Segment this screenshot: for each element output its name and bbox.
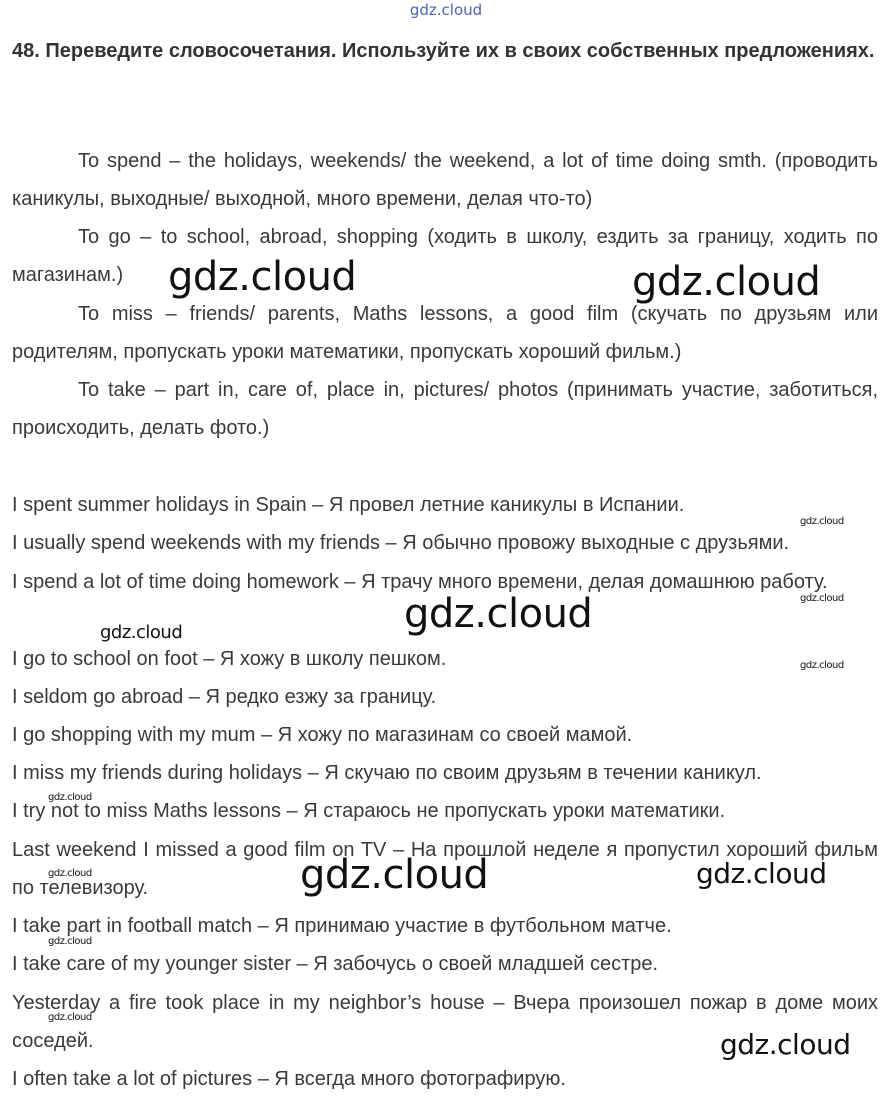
sentence-11: I take care of my younger sister – Я забочусь о своей младшей сестре.: [12, 953, 659, 975]
watermark: gdz.cloud: [48, 792, 92, 803]
phrase-take: To take – part in, care of, place in, pictures/ photos (принимать участие, заботиться, происходить, делать фото.): [12, 379, 878, 439]
watermark: gdz.cloud: [720, 1028, 851, 1061]
sentence-6: I go shopping with my mum – Я хожу по магазинам со своей мамой.: [12, 724, 633, 746]
watermark: gdz.cloud: [632, 259, 821, 305]
watermark: gdz.cloud: [48, 868, 92, 879]
watermark: gdz.cloud: [800, 593, 844, 604]
sentence-7: I miss my friends during holidays – Я скучаю по своим друзьям в течении каникул.: [12, 762, 762, 784]
task-title: 48. Переведите словосочетания. Используйте их в своих собственных предложениях.: [12, 40, 875, 62]
sentence-2: I usually spend weekends with my friends – Я обычно провожу выходные с друзьями.: [12, 532, 790, 554]
watermark: gdz.cloud: [168, 254, 357, 300]
watermark: gdz.cloud: [800, 660, 844, 671]
watermark: gdz.cloud: [300, 852, 489, 898]
watermark: gdz.cloud: [48, 1012, 92, 1023]
sentence-12: Yesterday a fire took place in my neighbor’s house – Вчера произошел пожар в доме моих соседей.: [12, 992, 878, 1052]
phrase-spend: To spend – the holidays, weekends/ the weekend, a lot of time doing smth. (проводить каникулы, выходные/ выходной, много времени, делая что-то): [12, 150, 878, 210]
sentence-4: I go to school on foot – Я хожу в школу пешком.: [12, 648, 447, 670]
sentence-13: I often take a lot of pictures – Я всегда много фотографирую.: [12, 1068, 566, 1090]
header-watermark: gdz.cloud: [409, 1, 483, 19]
sentence-9: Last weekend I missed a good film on TV – На прошлой неделе я пропустил хороший фильм по телевизору.: [12, 839, 878, 899]
watermark: gdz.cloud: [404, 591, 593, 637]
phrase-miss: To miss – friends/ parents, Maths lessons, a good film (скучать по друзьям или родителям, пропускать уроки математики, пропускать хороший фильм.): [12, 303, 878, 363]
watermark: gdz.cloud: [48, 936, 92, 947]
watermark: gdz.cloud: [696, 857, 827, 890]
sentence-8: I try not to miss Maths lessons – Я стараюсь не пропускать уроки математики.: [12, 800, 726, 822]
sentence-10: I take part in football match – Я принимаю участие в футбольном матче.: [12, 915, 672, 937]
sentence-5: I seldom go abroad – Я редко езжу за границу.: [12, 686, 437, 708]
watermark: gdz.cloud: [100, 622, 183, 643]
phrase-go: To go – to school, abroad, shopping (ходить в школу, ездить за границу, ходить по магазинам.): [12, 226, 878, 286]
watermark: gdz.cloud: [800, 516, 844, 527]
sentence-3: I spend a lot of time doing homework – Я трачу много времени, делая домашнюю работу.: [12, 571, 828, 593]
sentence-1: I spent summer holidays in Spain – Я провел летние каникулы в Испании.: [12, 494, 685, 516]
